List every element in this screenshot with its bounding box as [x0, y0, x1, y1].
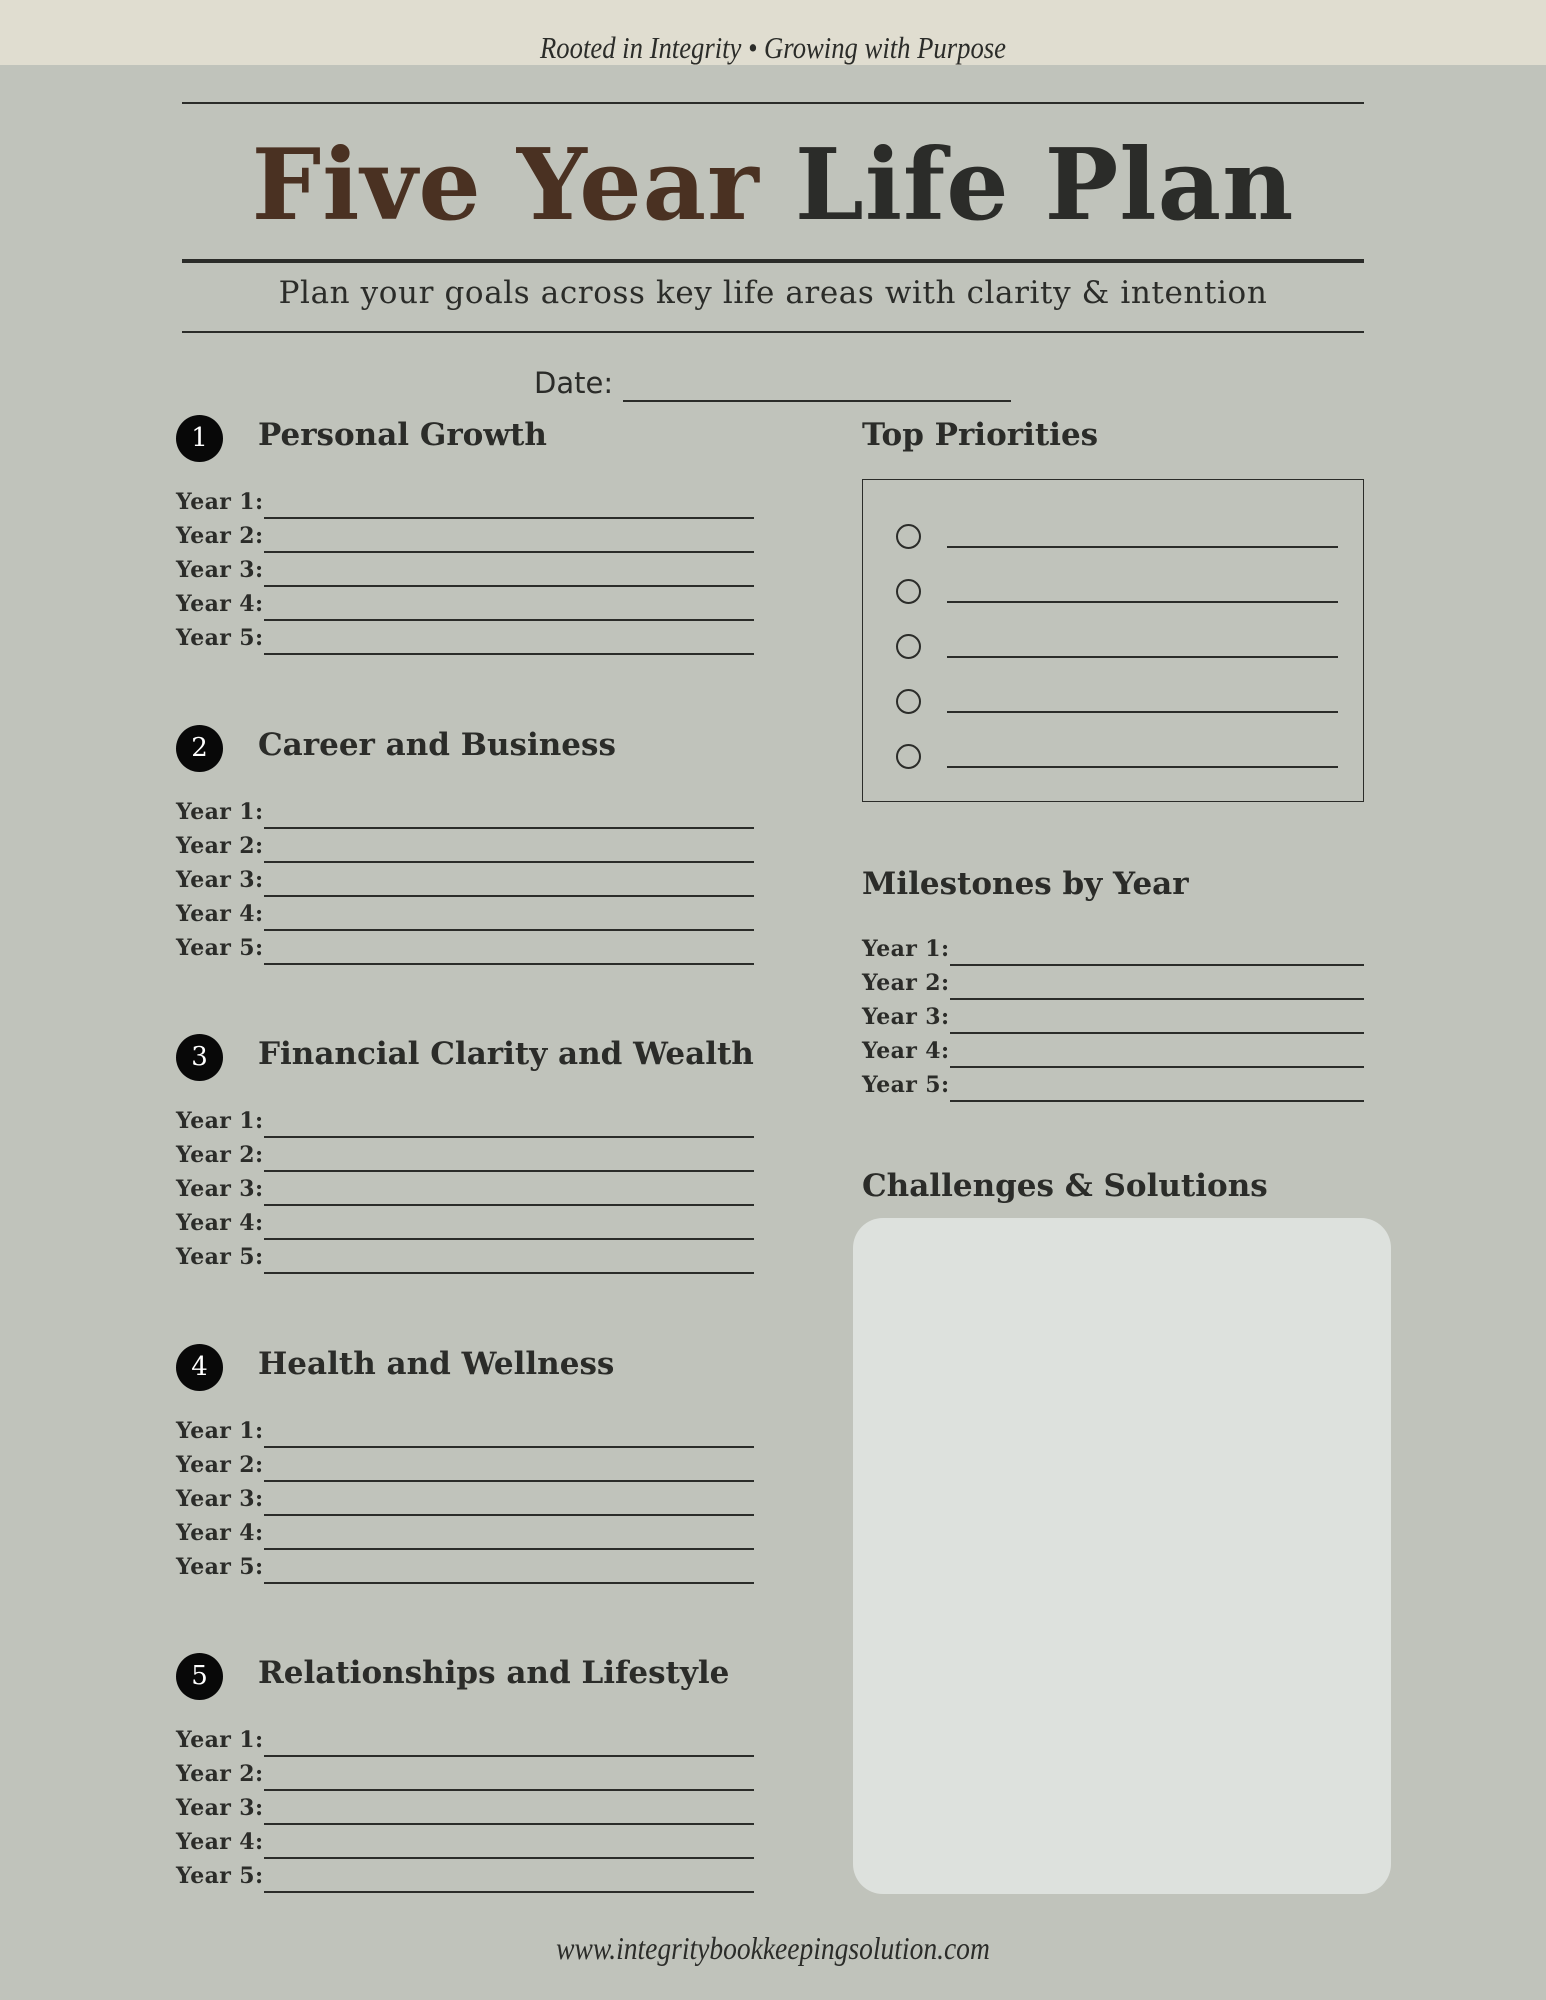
year-label: Year 3:: [176, 867, 264, 893]
year-label: Year 2:: [176, 523, 264, 549]
year-label: Year 4:: [176, 901, 264, 927]
year-row: [176, 863, 756, 897]
milestone-row: [862, 1034, 1364, 1068]
year-label: Year 5:: [176, 1554, 264, 1580]
year-row: [176, 1516, 756, 1550]
section-title: Health and Wellness: [258, 1346, 615, 1382]
checkbox-circle-icon[interactable]: [896, 524, 921, 549]
year-label: Year 5:: [176, 935, 264, 961]
subtitle: Plan your goals across key life areas with clarity & intention: [278, 275, 1268, 311]
year-answer-line[interactable]: [264, 1891, 754, 1893]
year-answer-line[interactable]: [264, 1582, 754, 1584]
year-row: [176, 1448, 756, 1482]
priority-item: [863, 521, 1363, 551]
milestone-row: [862, 1068, 1364, 1102]
subtitle-rule: [182, 331, 1364, 333]
year-label: Year 2:: [176, 1452, 264, 1478]
year-answer-line[interactable]: [264, 963, 754, 965]
section-number-badge: 1: [176, 415, 223, 462]
year-row: [176, 553, 756, 587]
checkbox-circle-icon[interactable]: [896, 744, 921, 769]
year-label: Year 4:: [176, 1210, 264, 1236]
priority-item: [863, 576, 1363, 606]
milestone-line[interactable]: [950, 1100, 1364, 1102]
year-label: Year 3:: [176, 1176, 264, 1202]
year-row: [176, 1138, 756, 1172]
top-rule: [182, 102, 1364, 104]
priority-item: [863, 631, 1363, 661]
section-title: Career and Business: [258, 727, 616, 763]
year-row: [176, 1723, 756, 1757]
milestones-title: Milestones by Year: [862, 866, 1189, 902]
year-row: [176, 621, 756, 655]
section-title: Financial Clarity and Wealth: [258, 1036, 754, 1072]
year-label: Year 1:: [176, 1727, 264, 1753]
challenges-title: Challenges & Solutions: [862, 1168, 1268, 1204]
year-row: [176, 1414, 756, 1448]
year-label: Year 4:: [176, 591, 264, 617]
year-row: [176, 1791, 756, 1825]
priority-item: [863, 686, 1363, 716]
section-number-badge: 4: [176, 1344, 223, 1391]
top-priorities-title: Top Priorities: [862, 417, 1099, 453]
year-row: [176, 519, 756, 553]
checkbox-circle-icon[interactable]: [896, 634, 921, 659]
year-label: Year 1:: [176, 799, 264, 825]
title-main: Life Plan: [794, 128, 1295, 243]
title-accent: Five Year: [251, 128, 760, 243]
milestone-row: [862, 932, 1364, 966]
priority-line[interactable]: [947, 766, 1338, 768]
milestone-year-label: Year 1:: [862, 936, 950, 962]
priority-line[interactable]: [947, 656, 1338, 658]
year-row: [176, 485, 756, 519]
top-priorities-box: [862, 479, 1364, 802]
year-label: Year 2:: [176, 833, 264, 859]
year-row: [176, 829, 756, 863]
milestone-year-label: Year 5:: [862, 1072, 950, 1098]
year-row: [176, 897, 756, 931]
checkbox-circle-icon[interactable]: [896, 689, 921, 714]
priority-item: [863, 741, 1363, 771]
year-label: Year 3:: [176, 1486, 264, 1512]
challenges-notes-area[interactable]: [853, 1218, 1391, 1894]
year-row: [176, 931, 756, 965]
priority-line[interactable]: [947, 546, 1338, 548]
year-row: [176, 1206, 756, 1240]
section-title: Personal Growth: [258, 417, 547, 453]
year-label: Year 2:: [176, 1142, 264, 1168]
date-label: Date:: [534, 366, 614, 400]
year-answer-line[interactable]: [264, 653, 754, 655]
footer-url: www.integritybookkeepingsolution.com: [556, 1930, 990, 1966]
milestone-year-label: Year 3:: [862, 1004, 950, 1030]
section-number-badge: 3: [176, 1034, 223, 1081]
date-field[interactable]: [623, 400, 1011, 402]
year-row: [176, 1757, 756, 1791]
year-label: Year 3:: [176, 1795, 264, 1821]
year-row: [176, 1482, 756, 1516]
year-row: [176, 1104, 756, 1138]
tagline: Rooted in Integrity • Growing with Purpose: [540, 30, 1006, 65]
year-answer-line[interactable]: [264, 1272, 754, 1274]
year-row: [176, 1172, 756, 1206]
year-label: Year 5:: [176, 1863, 264, 1889]
priority-line[interactable]: [947, 711, 1338, 713]
milestone-row: [862, 966, 1364, 1000]
year-row: [176, 1825, 756, 1859]
section-number-badge: 5: [176, 1653, 223, 1700]
year-label: Year 3:: [176, 557, 264, 583]
year-label: Year 4:: [176, 1829, 264, 1855]
section-title: Relationships and Lifestyle: [258, 1655, 730, 1691]
section-number-badge: 2: [176, 725, 223, 772]
milestone-year-label: Year 2:: [862, 970, 950, 996]
checkbox-circle-icon[interactable]: [896, 579, 921, 604]
year-label: Year 5:: [176, 625, 264, 651]
year-label: Year 1:: [176, 489, 264, 515]
year-row: [176, 1550, 756, 1584]
priority-line[interactable]: [947, 601, 1338, 603]
year-label: Year 2:: [176, 1761, 264, 1787]
milestone-row: [862, 1000, 1364, 1034]
year-row: [176, 1859, 756, 1893]
year-row: [176, 795, 756, 829]
milestone-year-label: Year 4:: [862, 1038, 950, 1064]
year-row: [176, 1240, 756, 1274]
year-row: [176, 587, 756, 621]
page-title: [0, 126, 1546, 246]
year-label: Year 1:: [176, 1108, 264, 1134]
year-label: Year 1:: [176, 1418, 264, 1444]
year-label: Year 5:: [176, 1244, 264, 1270]
title-rule: [182, 259, 1364, 263]
year-label: Year 4:: [176, 1520, 264, 1546]
